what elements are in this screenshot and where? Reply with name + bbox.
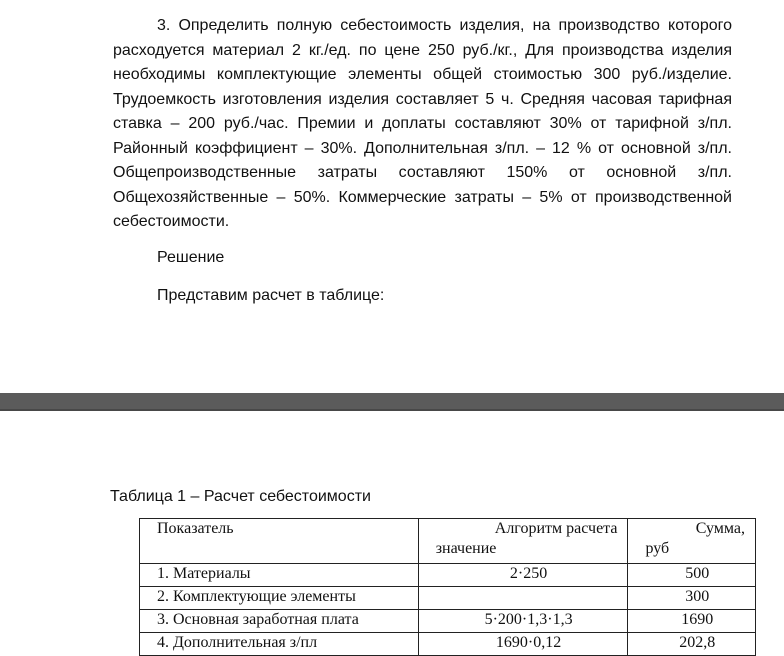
row-indicator: 1. Материалы <box>140 564 419 587</box>
header-sum-line1: Сумма, <box>695 520 745 537</box>
solution-heading: Решение <box>157 249 225 266</box>
row-sum: 1690 <box>681 611 714 628</box>
row-algorithm: 5·200·1,3·1,3 <box>484 611 573 628</box>
header-algorithm-line1: Алгоритм расчета <box>494 520 618 537</box>
header-algorithm-line2: значение <box>435 540 497 557</box>
row-indicator: 2. Комплектующие элементы <box>140 587 419 610</box>
row-algorithm: 2·250 <box>509 565 548 582</box>
row-indicator: 4. Дополнительная з/пл <box>140 633 419 656</box>
page-separator <box>0 393 784 411</box>
row-indicator: 3. Основная заработная плата <box>140 610 419 633</box>
header-sum-line2: руб <box>645 540 670 557</box>
table-row <box>140 587 756 610</box>
table-row <box>140 610 756 633</box>
table-intro: Представим расчет в таблице: <box>157 287 385 304</box>
problem-statement: 3. Определить полную себестоимость изделия, на производство которого расходуется материал 2 кг./ед. по цене 250 руб./кг., Для производства изделия необходимы комплектующие элементы общей стоимостью 300 руб./изделие. Трудоемкость изготовления изделия составляет 5 ч. Средняя часовая тарифная ставка – 200 руб./час. Премии и доплаты составляют 30% от тарифной з/пл. Районный коэффициент – 30%. Дополнительная з/пл. – 12 % от основной з/пл. Общепроизводственные затраты составляют 150% от основной з/пл. Общехозяйственные – 50%. Коммерческие затраты – 5% от производственной себестоимости. <box>113 17 732 230</box>
table-row <box>140 633 756 656</box>
header-indicator-label: Показатель <box>157 520 234 537</box>
cost-table <box>139 518 756 656</box>
row-algorithm: 1690·0,12 <box>495 634 562 651</box>
table-header-row <box>140 519 756 564</box>
table-row <box>140 564 756 587</box>
header-indicator <box>140 519 419 564</box>
row-sum: 300 <box>685 588 710 605</box>
header-algorithm <box>418 519 628 564</box>
row-sum: 202,8 <box>679 634 716 651</box>
header-sum <box>628 519 756 564</box>
row-sum: 500 <box>685 565 710 582</box>
table-caption: Таблица 1 – Расчет себестоимости <box>110 488 371 505</box>
